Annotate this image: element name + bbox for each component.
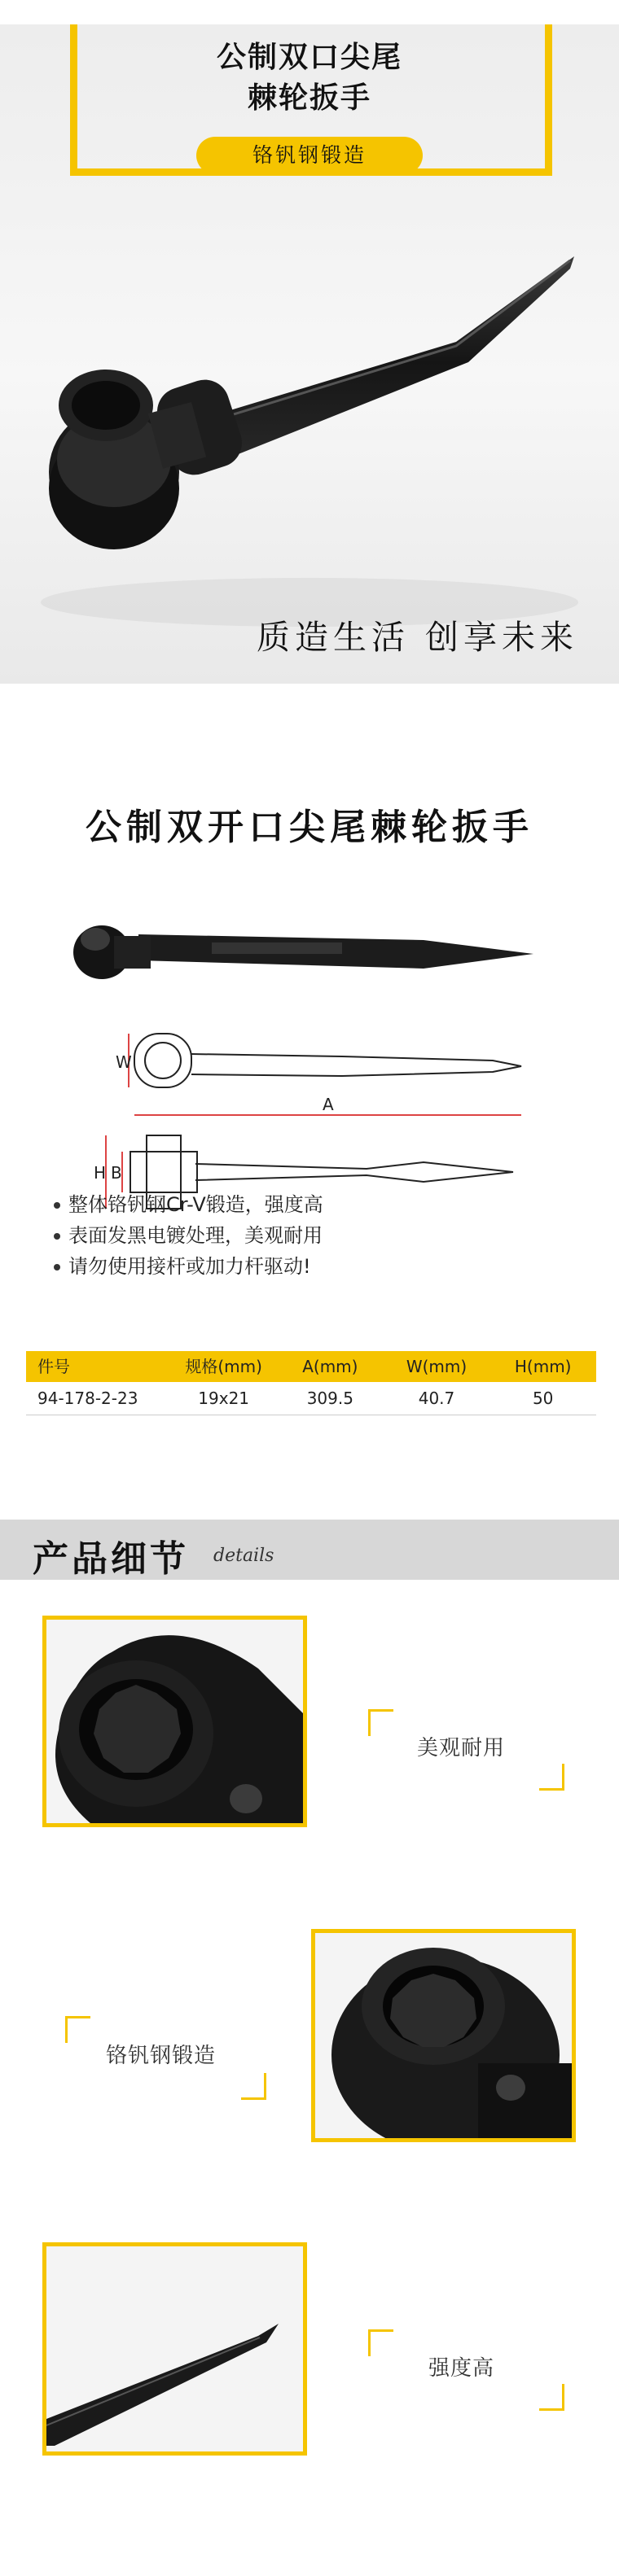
label-bracket	[241, 2073, 266, 2100]
label-bracket	[539, 2384, 564, 2411]
hero-slogan: 质造生活 创享未来	[256, 618, 578, 657]
detail-label-1: 美观耐用	[417, 1736, 506, 1760]
feature-1: 整体铬钒钢Cr-V锻造，强度高	[54, 1188, 323, 1217]
hero-material-badge: 铬钒钢锻造	[196, 137, 423, 174]
detail-label-2: 铬钒钢锻造	[106, 2044, 217, 2068]
hero-title-line1: 公制双口尖尾	[216, 41, 402, 74]
details-title: 产品细节	[33, 1538, 189, 1580]
col-a: A(mm)	[302, 1357, 358, 1376]
label-bracket	[539, 1764, 564, 1791]
details-subtitle: details	[213, 1546, 274, 1566]
col-h: H(mm)	[514, 1357, 572, 1376]
table-row	[26, 1382, 596, 1415]
dim-w-label: W	[116, 1052, 132, 1072]
col-size: 规格(mm)	[185, 1357, 262, 1376]
cell-size: 19x21	[198, 1389, 250, 1408]
cell-part-no: 94-178-2-23	[37, 1389, 138, 1408]
product-title: 公制双开口尖尾棘轮扳手	[86, 807, 533, 848]
detail-photo-1	[42, 1616, 307, 1827]
cell-h: 50	[532, 1389, 554, 1408]
cell-w: 40.7	[418, 1389, 455, 1408]
label-bracket	[368, 1709, 393, 1736]
spec-table-header	[26, 1351, 596, 1382]
col-w: W(mm)	[406, 1357, 468, 1376]
col-part-no: 件号	[37, 1357, 70, 1376]
detail-photo-3	[42, 2242, 307, 2456]
dim-h-label: H	[94, 1163, 107, 1183]
hero-title-line2: 棘轮扳手	[247, 81, 371, 115]
cell-a: 309.5	[306, 1389, 353, 1408]
detail-label-3: 强度高	[428, 2356, 495, 2381]
details-section	[0, 1520, 619, 2576]
feature-2: 表面发黑电镀处理，美观耐用	[54, 1219, 323, 1248]
hero-wrench-image	[0, 0, 619, 684]
label-bracket	[65, 2016, 90, 2043]
spec-table	[26, 1351, 596, 1415]
detail-photo-2	[311, 1929, 576, 2142]
hero-banner	[0, 0, 619, 684]
product-section	[0, 684, 619, 1498]
feature-3: 请勿使用接杆或加力杆驱动!	[54, 1250, 311, 1279]
dim-b-label: B	[111, 1163, 122, 1183]
label-bracket	[368, 2329, 393, 2356]
dim-a-label: A	[323, 1095, 334, 1114]
